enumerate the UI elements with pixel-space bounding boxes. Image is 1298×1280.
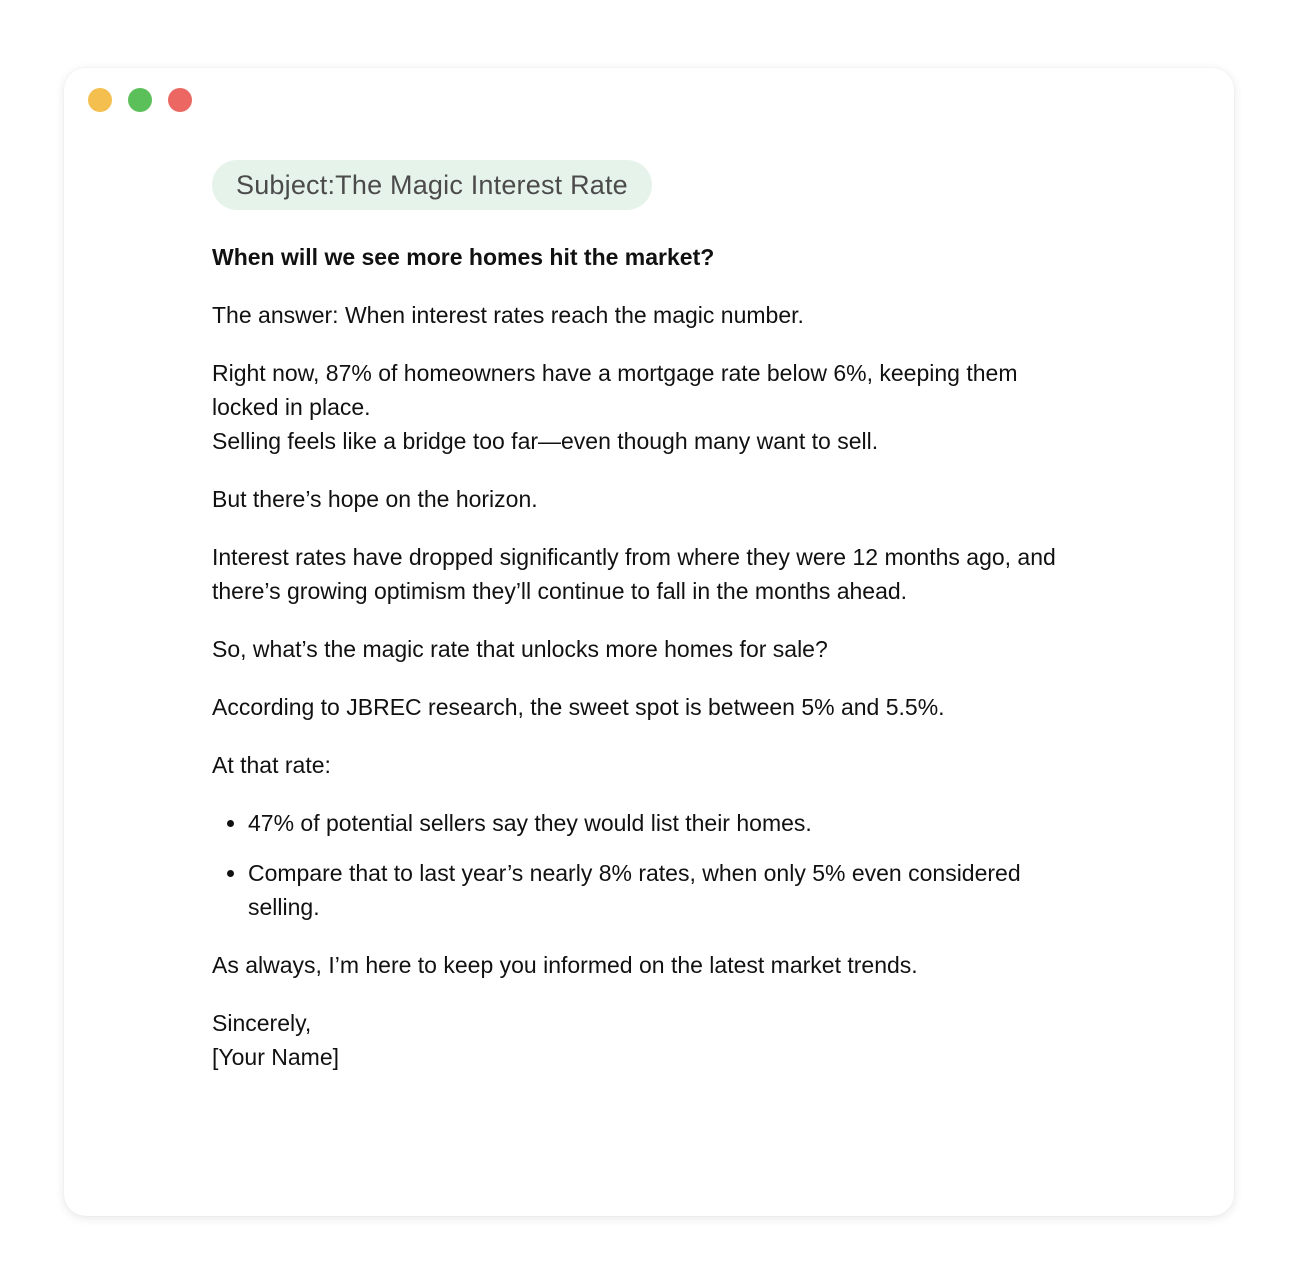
subject-text: The Magic Interest Rate xyxy=(335,169,628,200)
subject-pill xyxy=(212,160,652,210)
email-headline: When will we see more homes hit the market? xyxy=(212,244,715,270)
subject-label: Subject: xyxy=(236,169,336,200)
closing-text: Sincerely, xyxy=(212,1010,312,1036)
list-item: • Compare that to last year’s nearly 8% rates, when only 5% even considered selling. xyxy=(248,856,1072,924)
maximize-dot[interactable] xyxy=(128,88,152,112)
homeowners-line: Right now, 87% of homeowners have a mortgage rate below 6%, keeping them locked in place. xyxy=(212,360,1018,420)
email-paragraph-rates: Interest rates have dropped significantly from where they were 12 months ago, and there’s growing optimism they’ll continue to fall in the months ahead. xyxy=(212,544,1056,604)
email-body xyxy=(212,240,1072,1098)
window-controls xyxy=(88,88,192,112)
selling-line: Selling feels like a bridge too far—even though many want to sell. xyxy=(212,428,879,454)
email-paragraph-closing-note: As always, I’m here to keep you informed on the latest market trends. xyxy=(212,952,918,978)
email-paragraph-research: According to JBREC research, the sweet spot is between 5% and 5.5%. xyxy=(212,694,945,720)
email-window xyxy=(64,68,1234,1216)
email-paragraph-hope: But there’s hope on the horizon. xyxy=(212,486,538,512)
email-bullet-list xyxy=(212,806,1072,924)
signature-text: [Your Name] xyxy=(212,1044,339,1070)
list-item: • 47% of potential sellers say they would list their homes. xyxy=(248,806,1072,840)
minimize-dot[interactable] xyxy=(88,88,112,112)
close-dot[interactable] xyxy=(168,88,192,112)
email-signoff xyxy=(212,1006,1072,1074)
email-paragraph-homeowners xyxy=(212,356,1072,458)
email-paragraph-at-rate: At that rate: xyxy=(212,752,331,778)
email-paragraph-question: So, what’s the magic rate that unlocks more homes for sale? xyxy=(212,636,828,662)
email-paragraph-answer: The answer: When interest rates reach the magic number. xyxy=(212,302,804,328)
